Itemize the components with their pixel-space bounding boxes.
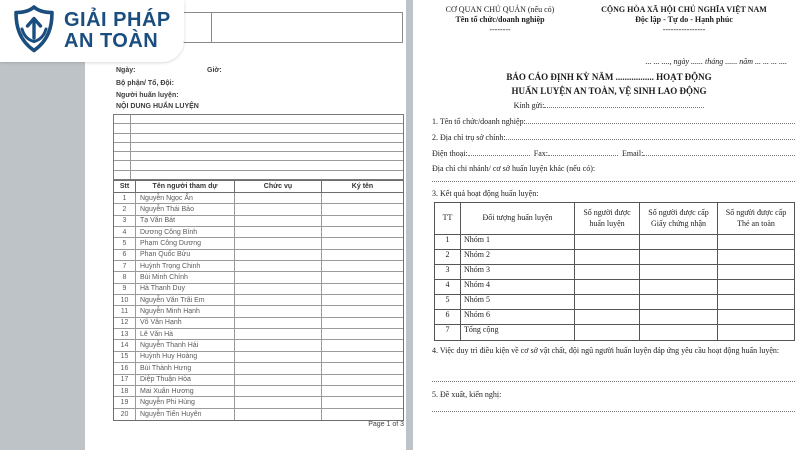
brand-logo (0, 0, 184, 62)
department-label: Bộ phận/ Tổ, Đội: (116, 80, 174, 87)
org-name-field: 1. Tên tổ chức/doanh nghiệp: (432, 117, 795, 126)
attendee-name: Tạ Văn Bát (136, 216, 235, 226)
attendee-name: Nguyễn Thanh Hải (136, 340, 235, 350)
national-motto-line1: CỘNG HÒA XÃ HỘI CHỦ NGHĨA VIỆT NAM (601, 5, 767, 14)
kinh-gui-line: Kính gửi: (425, 101, 793, 110)
table-row: 6 Nhóm 6 (435, 310, 794, 325)
content-heading: NỘI DUNG HUẤN LUYỆN (116, 103, 199, 110)
table-row: 2 Nguyễn Thái Bảo (114, 204, 403, 215)
table-row: 13 Lê Văn Hà (114, 329, 403, 340)
attendee-name: Nguyễn Văn Trãi Em (136, 295, 235, 305)
attendee-name: Huỳnh Trọng Chinh (136, 261, 235, 271)
header-box (183, 12, 403, 43)
table-row: 2 Nhóm 2 (435, 250, 794, 265)
dotted-blank (432, 411, 795, 412)
table-row: 20 Nguyễn Tiến Huyên (114, 409, 403, 420)
attendee-name: Bùi Thành Hưng (136, 363, 235, 373)
attendee-name: Phan Quốc Bửu (136, 250, 235, 260)
col-header-stt: Stt (114, 181, 136, 192)
attendee-name: Nguyễn Ngọc Ẩn (136, 193, 235, 203)
table-row: 3 Tạ Văn Bát (114, 216, 403, 227)
table-row: 1 Nhóm 1 (435, 235, 794, 250)
table-row: 4 Nhóm 4 (435, 280, 794, 295)
attendee-name: Hà Thanh Duy (136, 284, 235, 294)
content-row (114, 124, 403, 133)
managing-agency-label: CƠ QUAN CHỦ QUẢN (nếu có) (445, 5, 555, 14)
attendee-name: Nguyễn Thái Bảo (136, 204, 235, 214)
header-box-divider (211, 13, 212, 42)
dotted-blank (468, 155, 530, 156)
table-row: 17 Diệp Thuận Hòa (114, 375, 403, 386)
attendee-name: Nguyễn Minh Hạnh (136, 306, 235, 316)
proposal-section-label: 5. Đề xuất, kiến nghị: (432, 390, 502, 399)
table-row: 16 Bùi Thành Hưng (114, 363, 403, 374)
trainer-label: Người huấn luyện: (116, 92, 179, 99)
org-name-label: Tên tổ chức/doanh nghiệp (455, 15, 545, 24)
national-motto-line2: Độc lập - Tự do - Hạnh phúc (635, 15, 733, 24)
table-row: 18 Mai Xuân Hương (114, 386, 403, 397)
attendee-table (113, 180, 404, 421)
content-row (114, 134, 403, 143)
dotted-blank (432, 381, 795, 382)
attendee-name: Nguyễn Tiến Huyên (136, 409, 235, 420)
logo-text-line2: AN TOÀN (64, 30, 159, 52)
content-row (114, 171, 403, 179)
national-header (425, 5, 793, 35)
content-row (114, 152, 403, 161)
table-row: 5 Phạm Công Dương (114, 238, 403, 249)
attendee-name: Dương Công Bình (136, 227, 235, 237)
dotted-blank (526, 123, 795, 124)
attendee-name: Phạm Công Dương (136, 238, 235, 248)
table-row: 4 Dương Công Bình (114, 227, 403, 238)
table-row: 11 Nguyễn Minh Hạnh (114, 306, 403, 317)
attendee-name: Lê Văn Hà (136, 329, 235, 339)
attendee-name: Diệp Thuận Hòa (136, 375, 235, 385)
dashes: ---------------- (662, 25, 706, 34)
results-table-header: TT Đối tượng huấn luyện Số người được huấn luyện Số người được cấp Giấy chứng nhận Số người được cấp Thẻ an toàn (435, 203, 794, 235)
results-section-label: 3. Kết quả hoạt động huấn luyện: (432, 189, 539, 198)
address-field: 2. Địa chỉ trụ sở chính: (432, 133, 795, 142)
table-row: 3 Nhóm 3 (435, 265, 794, 280)
col-header-sign: Ký tên (351, 183, 374, 190)
col-header-name: Tên người tham dự (136, 181, 235, 192)
table-row: 14 Nguyễn Thanh Hải (114, 340, 403, 351)
dashes: -------- (489, 25, 511, 34)
table-row: 15 Huỳnh Huy Hoàng (114, 352, 403, 363)
col-header-role: Chức vụ (235, 181, 322, 192)
training-content-table (113, 114, 404, 180)
training-results-table (434, 202, 795, 341)
time-label: Giờ: (207, 67, 222, 74)
dotted-blank (544, 107, 704, 108)
attendance-form-page (85, 0, 406, 450)
table-row: 7 Tổng cộng (435, 325, 794, 340)
dotted-blank (506, 139, 795, 140)
date-place-line: ... ... ...., ngày ...... tháng ...... năm ... ... ... .... (645, 57, 787, 66)
table-row: 12 Võ Văn Hạnh (114, 318, 403, 329)
dotted-blank (548, 155, 618, 156)
report-form-page (413, 0, 800, 450)
table-row: 6 Phan Quốc Bửu (114, 250, 403, 261)
page-number: Page 1 of 3 (368, 421, 404, 428)
table-row: 5 Nhóm 5 (435, 295, 794, 310)
table-row: 8 Bùi Minh Chính (114, 272, 403, 283)
dotted-blank (643, 155, 795, 156)
report-title-line1: BÁO CÁO ĐỊNH KỲ NĂM ................. HOẠT ĐỘNG (506, 72, 712, 82)
dotted-blank (432, 181, 795, 182)
logo-text-line1: GIẢI PHÁP (64, 9, 171, 31)
content-row (114, 161, 403, 170)
date-label: Ngày: (116, 67, 136, 74)
attendee-name: Bùi Minh Chính (136, 272, 235, 282)
table-row: 10 Nguyễn Văn Trãi Em (114, 295, 403, 306)
facilities-section-label: 4. Việc duy trì điều kiện về cơ sở vật chất, đội ngũ người huấn luyện đáp ứng yêu cầu hoạt động huấn luyện: (432, 346, 780, 355)
branch-address-label: Địa chỉ chi nhánh/ cơ sở huấn luyện khác (nếu có): (432, 164, 596, 173)
attendee-name: Nguyễn Phi Hùng (136, 397, 235, 407)
table-row: 7 Huỳnh Trọng Chinh (114, 261, 403, 272)
table-row: 19 Nguyễn Phi Hùng (114, 397, 403, 408)
shield-arrow-logo-icon (12, 4, 56, 59)
report-title-line2: HUẤN LUYỆN AN TOÀN, VỆ SINH LAO ĐỘNG (511, 86, 707, 96)
attendee-name: Mai Xuân Hương (136, 386, 235, 396)
table-row: 1 Nguyễn Ngọc Ẩn (114, 193, 403, 204)
content-row (114, 115, 403, 124)
attendee-table-header (114, 181, 403, 193)
attendee-name: Huỳnh Huy Hoàng (136, 352, 235, 362)
table-row: 9 Hà Thanh Duy (114, 284, 403, 295)
attendee-name: Võ Văn Hạnh (136, 318, 235, 328)
content-row (114, 143, 403, 152)
contact-field: Điện thoại: Fax: Email: (432, 149, 795, 158)
